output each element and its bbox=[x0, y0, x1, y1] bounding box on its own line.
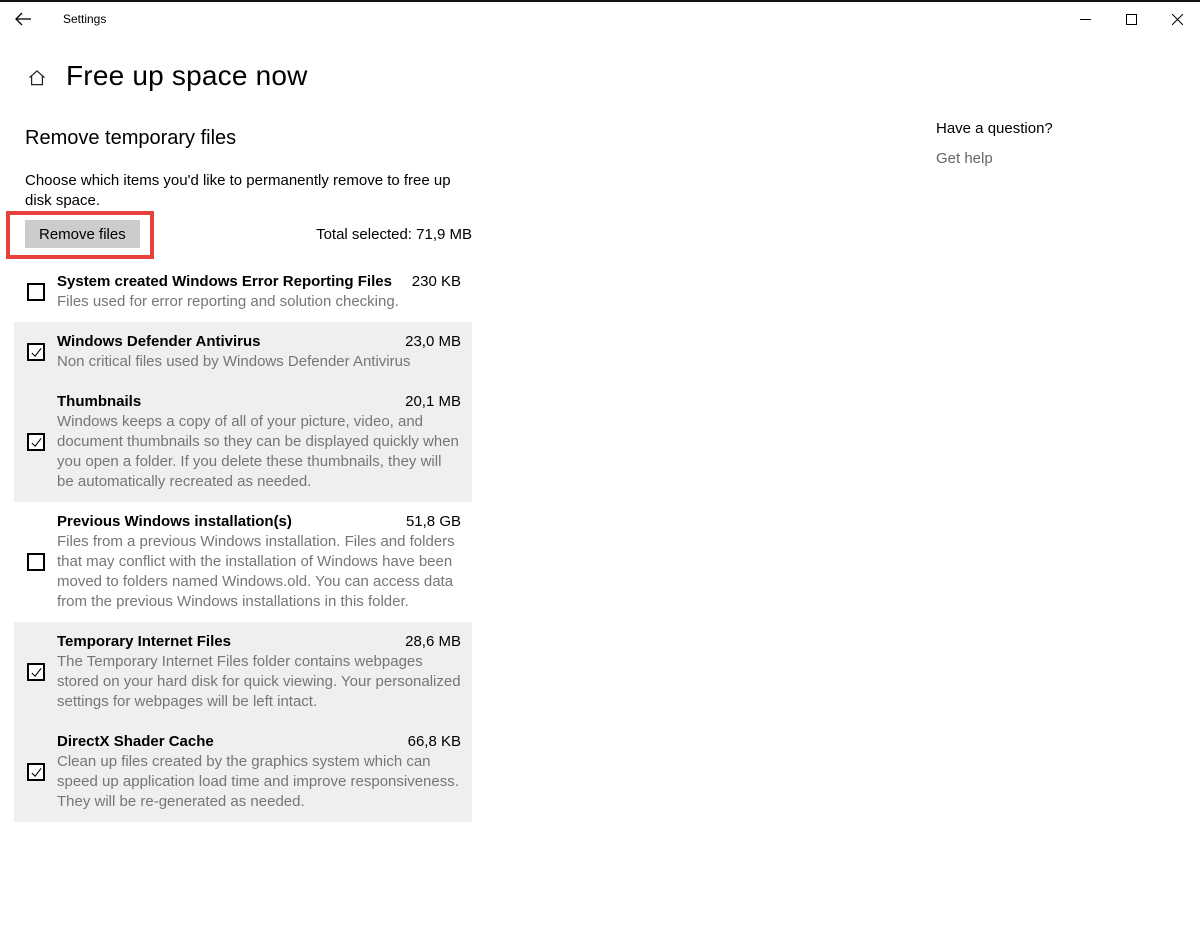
back-arrow-icon bbox=[15, 12, 32, 26]
list-item[interactable] bbox=[14, 322, 472, 382]
item-size: 230 KB bbox=[411, 273, 461, 290]
item-text bbox=[57, 732, 461, 812]
item-text bbox=[57, 512, 461, 612]
list-item[interactable] bbox=[14, 382, 472, 502]
check-icon bbox=[30, 346, 43, 359]
home-icon bbox=[27, 68, 47, 88]
check-icon bbox=[30, 766, 43, 779]
checkbox[interactable] bbox=[27, 283, 45, 301]
total-selected-label: Total selected: 71,9 MB bbox=[316, 225, 472, 243]
item-description: Files used for error reporting and solution checking. bbox=[57, 293, 399, 310]
item-size: 20,1 MB bbox=[405, 393, 461, 410]
minimize-icon bbox=[1080, 14, 1091, 25]
item-text bbox=[57, 332, 461, 372]
list-item[interactable] bbox=[14, 262, 472, 322]
item-title: Windows Defender Antivirus bbox=[57, 333, 261, 350]
item-description: Non critical files used by Windows Defender Antivirus bbox=[57, 353, 411, 370]
window-title: Settings bbox=[63, 12, 107, 26]
checkbox[interactable] bbox=[27, 763, 45, 781]
item-title: Thumbnails bbox=[57, 393, 142, 410]
check-icon bbox=[30, 436, 43, 449]
page-header bbox=[27, 60, 1200, 92]
intro-text: Choose which items you'd like to permanently remove to free up disk space. bbox=[25, 172, 451, 209]
checkbox[interactable] bbox=[27, 343, 45, 361]
item-title: Temporary Internet Files bbox=[57, 633, 231, 650]
item-text bbox=[57, 632, 461, 712]
section-title: Remove temporary files bbox=[25, 127, 237, 149]
list-item[interactable] bbox=[14, 622, 472, 722]
item-title: Previous Windows installation(s) bbox=[57, 513, 292, 530]
checkbox[interactable] bbox=[27, 663, 45, 681]
item-title: System created Windows Error Reporting Files bbox=[57, 273, 392, 290]
help-question: Have a question? bbox=[936, 120, 1053, 137]
close-icon bbox=[1172, 14, 1183, 25]
get-help-link[interactable]: Get help bbox=[936, 150, 993, 167]
item-text bbox=[57, 272, 461, 312]
item-size: 66,8 KB bbox=[407, 733, 461, 750]
remove-files-button[interactable]: Remove files bbox=[25, 220, 140, 248]
item-size: 51,8 GB bbox=[405, 513, 461, 530]
temp-files-list bbox=[14, 262, 472, 822]
help-panel bbox=[936, 120, 1053, 167]
title-bar bbox=[0, 2, 1200, 36]
close-button[interactable] bbox=[1154, 2, 1200, 36]
maximize-button[interactable] bbox=[1108, 2, 1154, 36]
item-description: Windows keeps a copy of all of your picture, video, and document thumbnails so they can be displayed quickly when you open a folder. If you delete these thumbnails, they will be automatically recreated as needed. bbox=[57, 413, 459, 490]
list-item[interactable] bbox=[14, 502, 472, 622]
checkbox[interactable] bbox=[27, 553, 45, 571]
item-description: Clean up files created by the graphics system which can speed up application load time and improve responsiveness. They will be re-generated as needed. bbox=[57, 753, 459, 810]
item-title: DirectX Shader Cache bbox=[57, 733, 214, 750]
action-row bbox=[25, 220, 472, 248]
main-content bbox=[0, 127, 1200, 822]
item-size: 23,0 MB bbox=[405, 333, 461, 350]
page-title: Free up space now bbox=[66, 60, 308, 91]
check-icon bbox=[30, 666, 43, 679]
maximize-icon bbox=[1126, 14, 1137, 25]
list-item[interactable] bbox=[14, 722, 472, 822]
item-text bbox=[57, 392, 461, 492]
back-button[interactable] bbox=[0, 2, 46, 36]
item-description: Files from a previous Windows installation. Files and folders that may conflict with the installation of Windows have been moved to folders named Windows.old. You can access data from the previous Windows installations in this folder. bbox=[57, 533, 455, 610]
item-description: The Temporary Internet Files folder contains webpages stored on your hard disk for quick viewing. Your personalized settings for webpages will be left intact. bbox=[57, 653, 461, 710]
checkbox[interactable] bbox=[27, 433, 45, 451]
item-size: 28,6 MB bbox=[405, 633, 461, 650]
minimize-button[interactable] bbox=[1062, 2, 1108, 36]
